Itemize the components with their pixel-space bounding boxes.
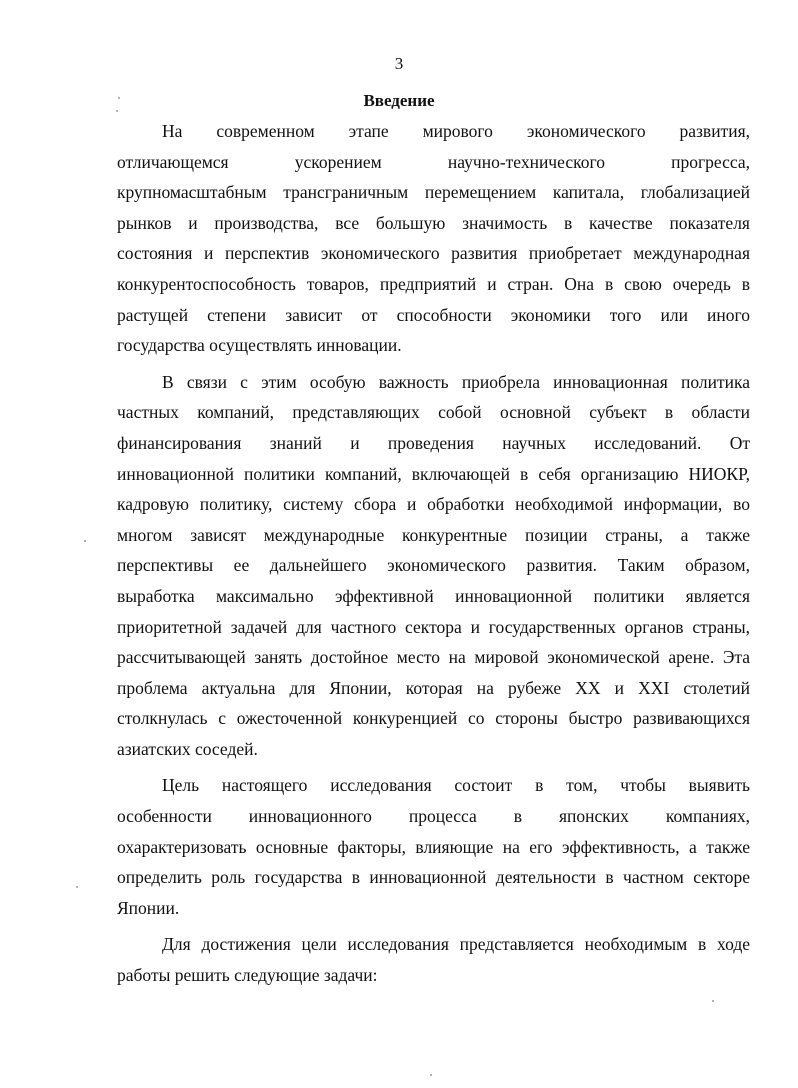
text-line: перспективы ее дальнейшего экономического развития. Таким образом, — [117, 555, 750, 576]
text-line: частных компаний, представляющих собой основной субъект в области — [117, 402, 750, 423]
text-line: проблема актуальна для Японии, которая на рубеже XX и XXI столетий — [117, 677, 750, 698]
paragraph-2 — [117, 367, 750, 765]
text-line: финансирования знаний и проведения научных исследований. От — [117, 432, 750, 453]
paragraph-1 — [117, 116, 750, 361]
text-line: крупномасштабным трансграничным перемещением капитала, глобализацией — [117, 182, 750, 203]
scan-speck — [76, 886, 78, 888]
scan-speck — [430, 1074, 432, 1076]
text-line: На современном этапе мирового экономического развития, — [162, 121, 750, 141]
text-line: Цель настоящего исследования состоит в том, чтобы выявить — [162, 775, 750, 796]
text-line: работы решить следующие задачи: — [117, 965, 378, 986]
text-line: особенности инновационного процесса в японских компаниях, — [117, 806, 750, 827]
text-line: кадровую политику, систему сбора и обработки необходимой информации, во — [117, 494, 750, 515]
paragraph-3 — [117, 770, 750, 923]
text-line: Японии. — [117, 897, 180, 918]
text-line: приоритетной задачей для частного сектора и государственных органов страны, — [117, 616, 750, 637]
text-line: рассчитывающей занять достойное место на мировой экономической арене. Эта — [117, 647, 750, 668]
text-line: государства осуществлять инновации. — [117, 335, 402, 356]
scan-speck — [84, 540, 86, 542]
text-line: определить роль государства в инновационной деятельности в частном секторе — [117, 867, 750, 888]
section-heading: Введение — [363, 91, 435, 110]
text-line: охарактеризовать основные факторы, влияющие на его эффективность, а также — [117, 836, 750, 857]
scan-speck — [712, 1000, 714, 1002]
text-line: многом зависят международные конкурентные позиции страны, а также — [117, 524, 750, 545]
text-line: состояния и перспектив экономического развития приобретает международная — [117, 243, 750, 264]
text-line: выработка максимально эффективной инновационной политики является — [117, 585, 750, 606]
text-line: Для достижения цели исследования представляется необходимым в ходе — [162, 934, 750, 955]
paragraph-4 — [117, 929, 750, 990]
text-line: азиатских соседей. — [117, 738, 258, 759]
scan-speck — [118, 97, 120, 99]
scan-speck — [116, 110, 118, 112]
text-line: конкурентоспособность товаров, предприятий и стран. Она в свою очередь в — [117, 273, 750, 294]
text-line: рынков и производства, все большую значимость в качестве показателя — [117, 212, 750, 233]
text-line: инновационной политики компаний, включающей в себя организацию НИОКР, — [117, 463, 750, 484]
text-line: отличающемся ускорением научно-технического прогресса, — [117, 151, 750, 172]
page-number: 3 — [394, 54, 404, 73]
text-line: столкнулась с ожесточенной конкуренцией со стороны быстро развивающихся — [117, 708, 750, 729]
text-line: В связи с этим особую важность приобрела инновационная политика — [162, 371, 750, 392]
body-text — [117, 116, 750, 991]
text-line: растущей степени зависит от способности экономики того или иного — [117, 304, 750, 325]
